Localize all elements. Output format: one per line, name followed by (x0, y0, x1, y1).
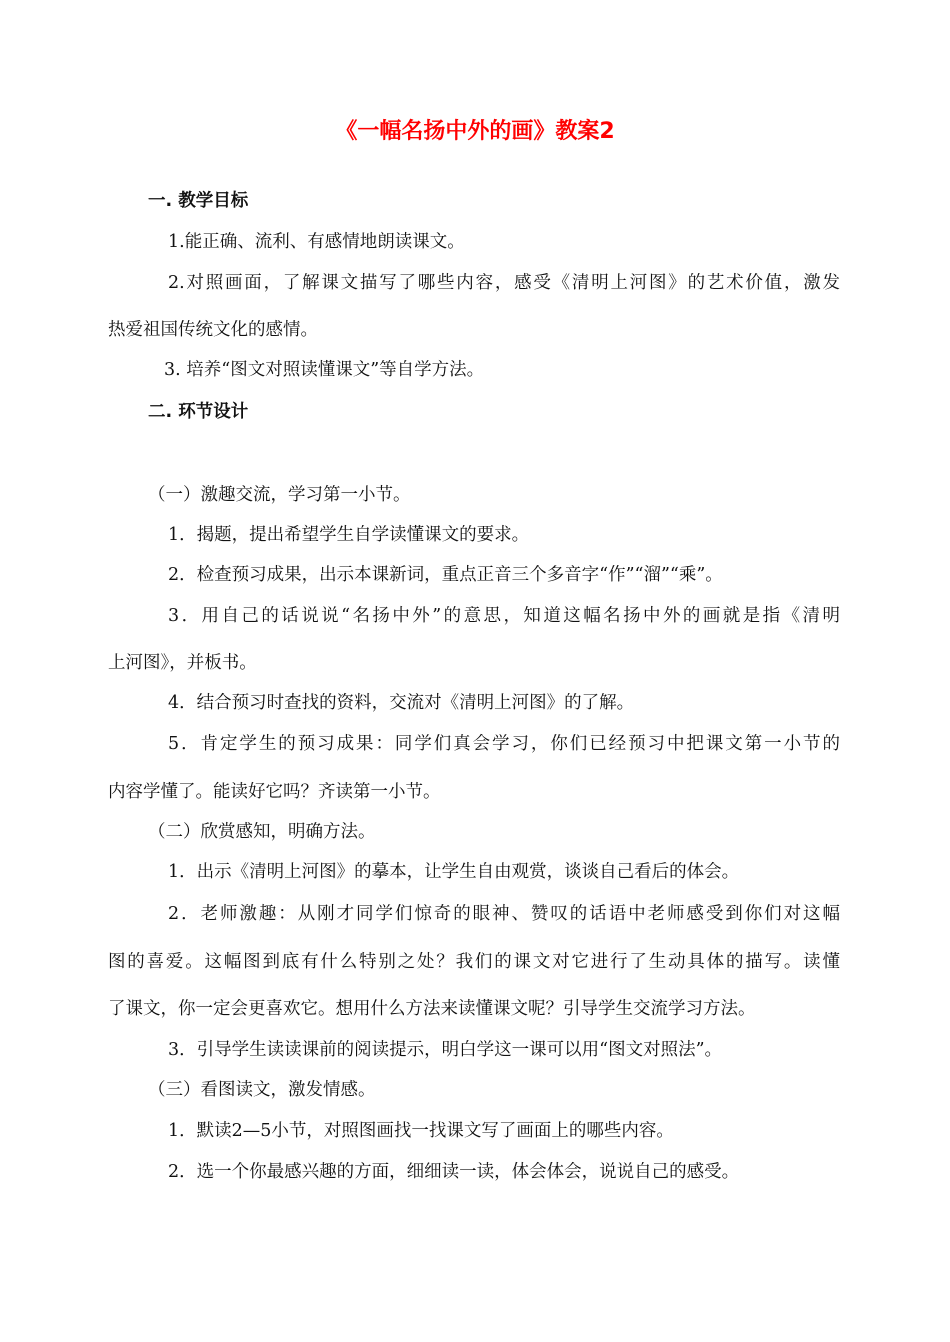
part1-item-5-line-2: 内容学懂了。能读好它吗？齐读第一小节。 (108, 782, 441, 802)
part3-item-1: 1．默读2—5小节，对照图画找一找课文写了画面上的哪些内容。 (168, 1121, 674, 1141)
part1-item-3-line-1: 3．用自己的话说说“名扬中外”的意思，知道这幅名扬中外的画就是指《清明 (168, 606, 840, 626)
part3-item-2: 2．选一个你最感兴趣的方面，细细读一读，体会体会，说说自己的感受。 (168, 1162, 740, 1182)
document-title: 《一幅名扬中外的画》教案2 (335, 119, 615, 144)
part1-item-1: 1．揭题，提出希望学生自学读懂课文的要求。 (168, 525, 530, 545)
part-heading-2: （二）欣赏感知，明确方法。 (148, 822, 376, 842)
goal-item-3: 3. 培养“图文对照读懂课文”等自学方法。 (164, 360, 485, 380)
part1-item-3-line-2: 上河图》，并板书。 (108, 653, 257, 673)
goal-item-2-line-2: 热爱祖国传统文化的感情。 (108, 320, 318, 340)
part1-item-4: 4．结合预习时查找的资料，交流对《清明上河图》的了解。 (168, 693, 635, 713)
part2-item-3: 3．引导学生读读课前的阅读提示，明白学这一课可以用“图文对照法”。 (168, 1040, 723, 1060)
section-heading-teaching-goals: 一. 教学目标 (148, 191, 249, 211)
part2-item-1: 1．出示《清明上河图》的摹本，让学生自由观赏，谈谈自己看后的体会。 (168, 862, 740, 882)
part-heading-1: （一）激趣交流，学习第一小节。 (148, 485, 411, 505)
part2-item-2-line-3: 了课文，你一定会更喜欢它。想用什么方法来读懂课文呢？引导学生交流学习方法。 (108, 999, 756, 1019)
part1-item-5-line-1: 5．肯定学生的预习成果：同学们真会学习，你们已经预习中把课文第一小节的 (168, 734, 840, 754)
goal-item-2-line-1: 2.对照画面，了解课文描写了哪些内容，感受《清明上河图》的艺术价值，激发 (168, 273, 840, 293)
part2-item-2-line-1: 2．老师激趣：从刚才同学们惊奇的眼神、赞叹的话语中老师感受到你们对这幅 (168, 904, 840, 924)
section-heading-lesson-design: 二. 环节设计 (148, 402, 249, 422)
part2-item-2-line-2: 图的喜爱。这幅图到底有什么特别之处？我们的课文对它进行了生动具体的描写。读懂 (108, 952, 840, 972)
goal-item-1: 1.能正确、流利、有感情地朗读课文。 (168, 232, 465, 252)
part-heading-3: （三）看图读文，激发情感。 (148, 1080, 376, 1100)
part1-item-2: 2．检查预习成果，出示本课新词，重点正音三个多音字“作”“溜”“乘”。 (168, 565, 723, 585)
